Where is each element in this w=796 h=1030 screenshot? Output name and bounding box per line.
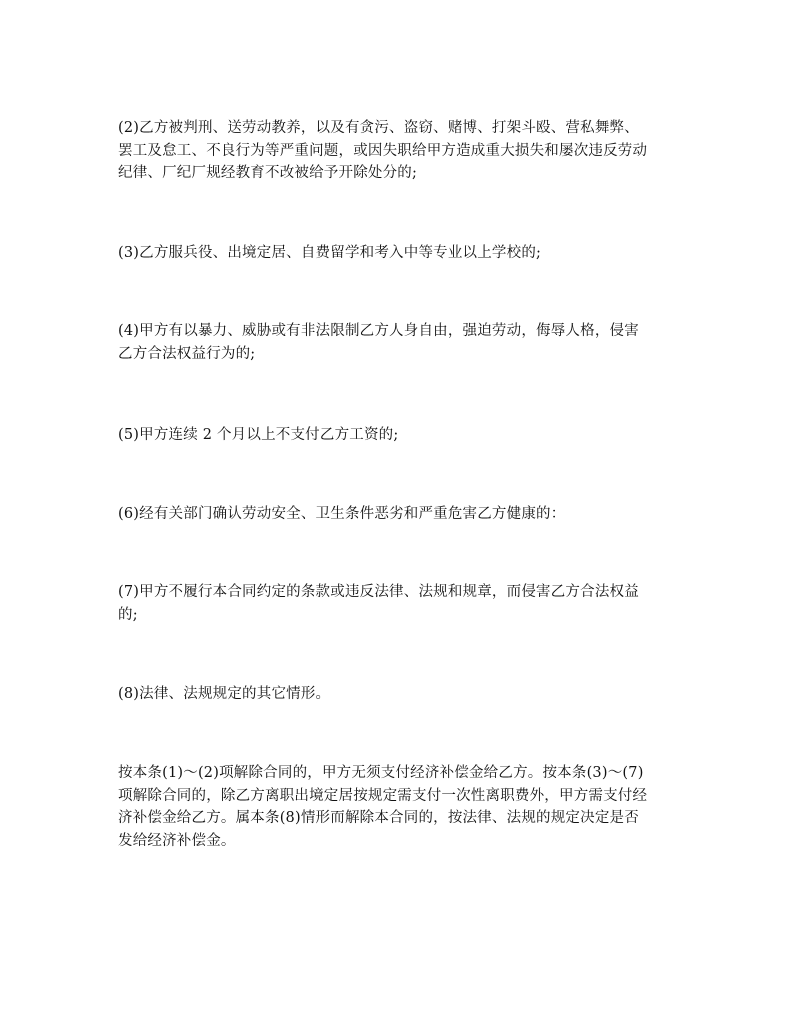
text-line: (7)甲方不履行本合同约定的条款或违反法律、法规和规章，而侵害乙方合法权益	[118, 584, 639, 600]
clause-item-8	[118, 683, 684, 706]
text-line: (8)法律、法规规定的其它情形。	[118, 686, 331, 702]
text-line: (6)经有关部门确认劳动安全、卫生条件恶劣和严重危害乙方健康的：	[118, 506, 566, 522]
clause-item-2	[118, 117, 684, 185]
text-line: 的;	[118, 606, 138, 623]
text-line: 发给经济补偿金。	[118, 832, 236, 849]
clause-item-3	[118, 242, 684, 265]
clause-item-7	[118, 581, 684, 626]
text-line: 济补偿金给乙方。属本条(8)情形而解除本合同的，按法律、法规的规定决定是否	[118, 810, 639, 826]
text-line: 罢工及怠工、不良行为等严重问题，或因失职给甲方造成重大损失和屡次违反劳动	[118, 142, 648, 159]
text-line: (3)乙方服兵役、出境定居、自费留学和考入中等专业以上学校的;	[118, 245, 542, 261]
compensation-paragraph	[118, 762, 684, 852]
text-line: 按本条(1)～(2)项解除合同的，甲方无须支付经济补偿金给乙方。按本条(3)～(7)	[118, 765, 644, 781]
text-line: 乙方合法权益行为的;	[118, 345, 256, 362]
text-line: 纪律、厂纪厂规经教育不改被给予开除处分的;	[118, 165, 418, 181]
text-line: 项解除合同的，除乙方离职出境定居按规定需支付一次性离职费外，甲方需支付经	[118, 787, 648, 804]
text-line: (5)甲方连续 2 个月以上不支付乙方工资的;	[118, 427, 399, 443]
clause-item-4	[118, 320, 684, 365]
clause-item-5	[118, 424, 684, 447]
clause-item-6	[118, 503, 684, 526]
text-line: (2)乙方被判刑、送劳动教养，以及有贪污、盗窃、赌博、打架斗殴、营私舞弊、	[118, 120, 639, 136]
text-line: (4)甲方有以暴力、威胁或有非法限制乙方人身自由，强迫劳动，侮辱人格，侵害	[118, 323, 639, 339]
